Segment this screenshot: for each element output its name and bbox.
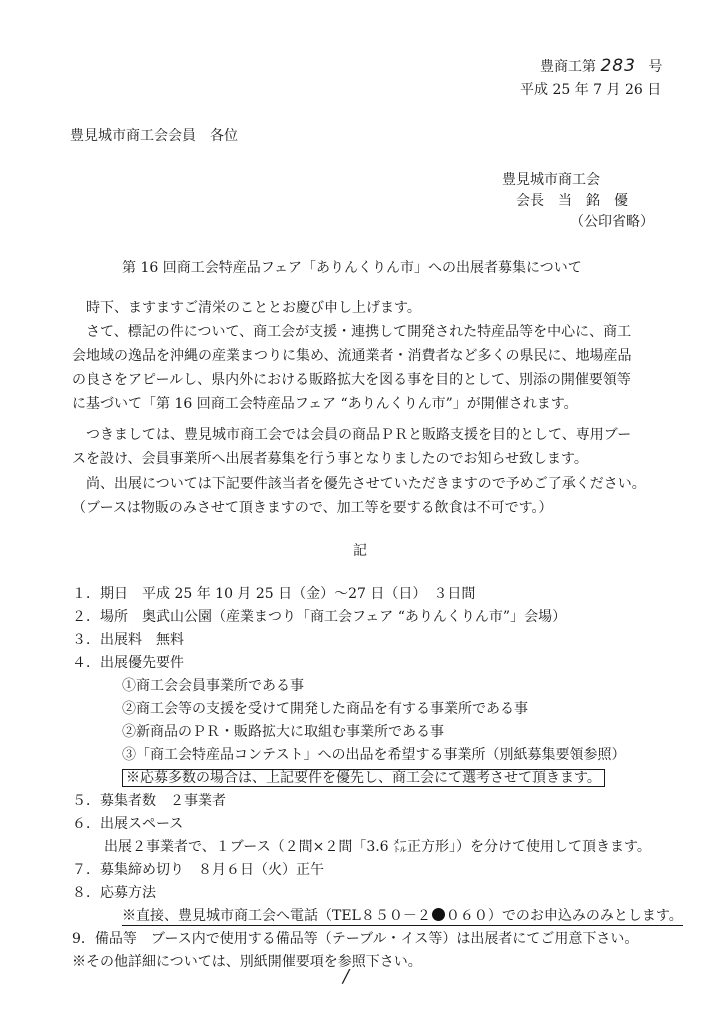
body-p2-line1: つきましては、豊見城市商工会では会員の商品ＰＲと販路支援を目的として、専用ブー — [86, 427, 632, 443]
seal-note: （公印省略） — [570, 214, 654, 230]
page-mark: / — [343, 966, 350, 987]
priority-req-1: ①商工会会員事業所である事 — [122, 678, 304, 694]
sender-title: 会長 当 銘 優 — [516, 193, 628, 209]
body-p2-line2: スを設け、会員事業所へ出展者募集を行う事となりましたのでお知らせ致します。 — [72, 451, 588, 467]
body-p3-note: （ブースは物販のみさせて頂きますので、加工等を要する飲食は不可です。） — [72, 500, 553, 516]
subject-title: 第 16 回商工会特産品フェア「ありんくりん市」への出展者募集について — [122, 260, 582, 276]
redaction-blot — [432, 908, 445, 921]
sender-org: 豊見城市商工会 — [502, 172, 600, 188]
selection-note-text: ※応募多数の場合は、上記要件を優先し、商工会にて選考させて頂きます。 — [122, 769, 605, 787]
document-number — [540, 56, 662, 77]
body-p1-line3: の良さをアピールし、県内外における販路拡大を図る事を目的として、別添の開催要領等 — [72, 372, 631, 388]
document-date: 平成 25 年 7 月 26 日 — [520, 82, 662, 98]
item-equipment: 9．備品等 ブース内で使用する備品等（テーブル・イス等）は出展者にてご用意下さい。 — [72, 931, 639, 947]
apply-method-pre: ※直接、豊見城市商工会へ電話（TEL８５０－２ — [122, 908, 431, 924]
priority-req-3: ②新商品のＰＲ・販路拡大に取組む事業所である事 — [122, 724, 444, 740]
item-space-detail: 出展２事業者で、１ブース（２間×２間「3.6 ㍍正方形」）を分けて使用して頂きます。 — [104, 839, 651, 855]
greeting: 時下、ますますご清栄のこととお慶び申し上げます。 — [86, 300, 421, 316]
doc-number-value: 283 — [600, 56, 636, 76]
priority-req-2: ②商工会等の支援を受けて開発した商品を有する事業所である事 — [122, 701, 528, 717]
item-space-heading: ６．出展スペース — [72, 816, 184, 832]
doc-number-suffix: 号 — [648, 59, 663, 75]
apply-method — [122, 906, 683, 926]
item-deadline: ７．募集締め切り ８月６日（火）正午 — [72, 862, 324, 878]
item-recruit-count: ５．募集者数 ２事業者 — [72, 793, 226, 809]
doc-number-prefix: 豊商工第 — [540, 59, 596, 75]
item-priority-heading: ４．出展優先要件 — [72, 655, 184, 671]
priority-req-4: ③「商工会特産品コンテスト」への出品を希望する事業所（別紙募集要領参照） — [122, 747, 626, 763]
footer-note: ※その他詳細については、別紙開催要項を参照下さい。 — [72, 954, 422, 970]
body-p1-line2: 会地域の逸品を沖縄の産業まつりに集め、流通業者・消費者など多くの県民に、地場産品 — [72, 348, 632, 364]
apply-method-text — [122, 908, 683, 926]
item-date: １．期日 平成 25 年 10 月 25 日（金）～27 日（日） ３日間 — [72, 586, 476, 602]
body-p1-line4: に基づいて「第 16 回商工会特産品フェア “ありんくりん市”」が開催されます。 — [72, 396, 578, 412]
item-venue: ２．場所 奥武山公園（産業まつり「商工会フェア “ありんくりん市”」会場） — [72, 609, 567, 625]
item-fee: ３．出展料 無料 — [72, 632, 184, 648]
body-p3: 尚、出展については下記要件該当者を優先させていただきますので予めご了承ください。 — [86, 476, 646, 492]
selection-note — [122, 768, 605, 788]
addressee: 豊見城市商工会会員 各位 — [70, 128, 238, 144]
ki-heading: 記 — [353, 543, 367, 559]
body-p1-line1: さて、標記の件について、商工会が支援・連携して開発された特産品等を中心に、商工 — [86, 324, 632, 340]
item-apply-heading: ８．応募方法 — [72, 885, 156, 901]
apply-method-post: ０６０）でのお申込みのみとします。 — [445, 908, 683, 924]
